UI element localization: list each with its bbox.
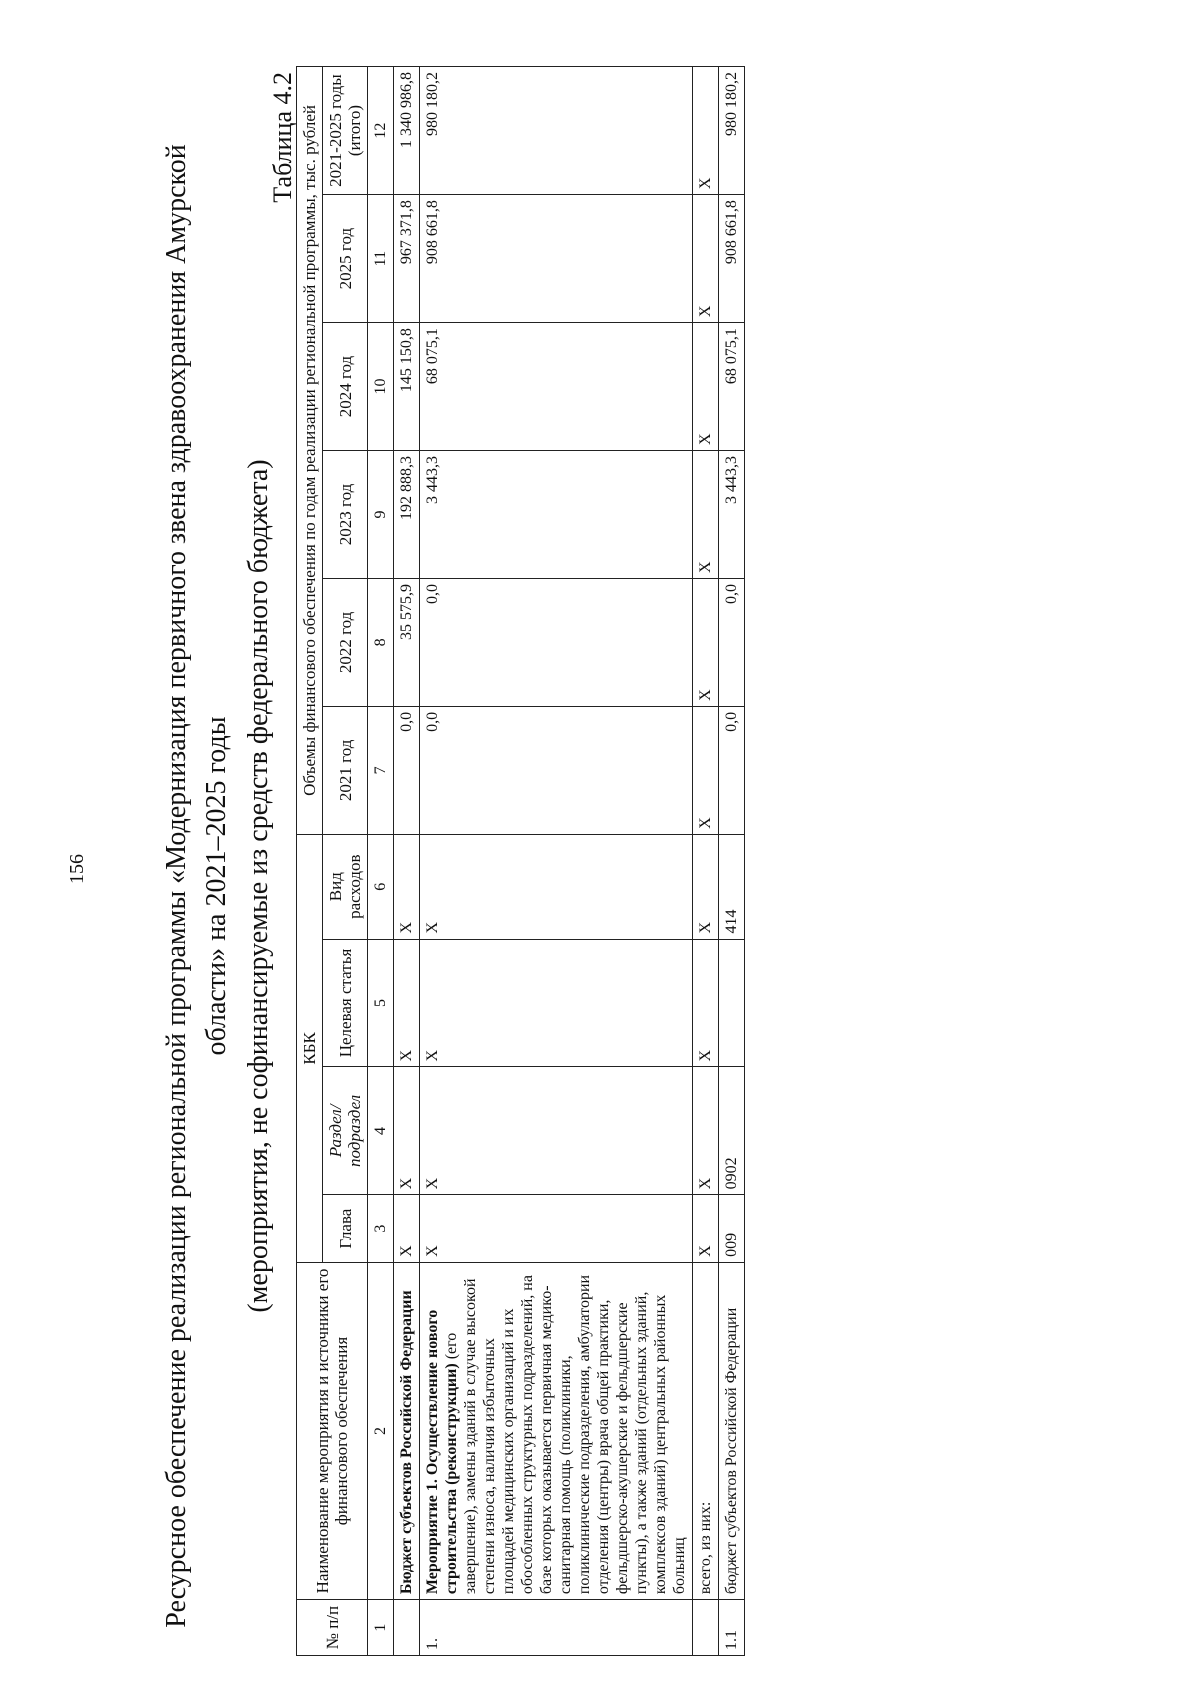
kbk-vid: Х	[394, 834, 420, 939]
table-label: Таблица 4.2	[268, 72, 297, 203]
header-razdel: Раздел/ подраздел	[323, 1067, 368, 1195]
value-total: 980 180,2	[719, 67, 745, 195]
table-row	[693, 67, 719, 1656]
row-name	[693, 1262, 719, 1599]
header-celevaya: Целевая статья	[323, 939, 368, 1067]
resource-table	[296, 66, 745, 1656]
column-number: 8	[368, 578, 394, 706]
kbk-razdel: 0902	[719, 1067, 745, 1195]
header-2025: 2025 год	[323, 195, 368, 323]
row-number	[693, 1600, 719, 1656]
value-y2022: 0,0	[719, 578, 745, 706]
row-name-bold: Бюджет субъектов Российской Федерации	[398, 1290, 415, 1595]
kbk-glava: Х	[693, 1195, 719, 1262]
header-name: Наименование мероприятия и источники его финансового обеспечения	[297, 1262, 368, 1599]
page-number: 156	[66, 854, 88, 884]
value-total: 980 180,2	[420, 67, 693, 195]
header-2021: 2021 год	[323, 706, 368, 834]
value-y2024: 68 075,1	[420, 323, 693, 451]
row-name	[719, 1262, 745, 1599]
column-number: 6	[368, 834, 394, 939]
kbk-celevaya	[719, 939, 745, 1067]
row-name-text: (его завершение), замены зданий в случае высокой степени износа, наличия избыточных площадей медицинских организаций и их обособленных структурных подразделений, на базе которых оказывается первичная медико-санитарная помощь (поликлиники, поликлинические подразделения, амбулатории отделения (центры) врача общей практики, фельдшерско-акушерские и фельдшерские пункты), а также зданий (отдельных зданий, комплексов зданий) центральных районных больниц	[443, 1274, 688, 1595]
kbk-razdel: Х	[394, 1067, 420, 1195]
value-y2025: 908 661,8	[420, 195, 693, 323]
value-y2021: 0,0	[719, 706, 745, 834]
column-number: 10	[368, 323, 394, 451]
title-line-1: Ресурсное обеспечение реализации региональной программы «Модернизация первичного звена здравоохранения Амурской	[161, 144, 192, 1628]
kbk-razdel: Х	[693, 1067, 719, 1195]
column-number: 11	[368, 195, 394, 323]
row-name	[394, 1262, 420, 1599]
value-y2024: Х	[693, 323, 719, 451]
value-y2022: 0,0	[420, 578, 693, 706]
header-2023: 2023 год	[323, 451, 368, 579]
kbk-vid: Х	[420, 834, 693, 939]
title-line-2: области» на 2021–2025 годы	[201, 716, 232, 1056]
column-number: 1	[368, 1600, 394, 1656]
table-row	[719, 67, 745, 1656]
value-y2022: 35 575,9	[394, 578, 420, 706]
header-glava: Глава	[323, 1195, 368, 1262]
header-2022: 2022 год	[323, 578, 368, 706]
row-number: 1.	[420, 1600, 693, 1656]
value-y2023: 192 888,3	[394, 451, 420, 579]
title-line-3: (мероприятия, не софинансируемые из средств федерального бюджета)	[243, 459, 274, 1313]
header-total: 2021-2025 годы (итого)	[323, 67, 368, 195]
kbk-glava: 009	[719, 1195, 745, 1262]
value-y2021: 0,0	[394, 706, 420, 834]
value-total: Х	[693, 67, 719, 195]
row-number: 1.1	[719, 1600, 745, 1656]
kbk-celevaya: Х	[394, 939, 420, 1067]
column-number: 12	[368, 67, 394, 195]
column-number: 5	[368, 939, 394, 1067]
value-y2025: 908 661,8	[719, 195, 745, 323]
header-num: № п/п	[297, 1600, 368, 1656]
value-y2021: Х	[693, 706, 719, 834]
kbk-celevaya: Х	[693, 939, 719, 1067]
table-row	[420, 67, 693, 1656]
header-kbk: КБК	[297, 834, 323, 1262]
value-total: 1 340 986,8	[394, 67, 420, 195]
row-name	[420, 1262, 693, 1599]
value-y2023: Х	[693, 451, 719, 579]
row-name-bold: Мероприятие 1. Осуществление нового строительства (реконструкции)	[424, 1309, 460, 1595]
value-y2023: 3 443,3	[719, 451, 745, 579]
row-number	[394, 1600, 420, 1656]
value-y2024: 145 150,8	[394, 323, 420, 451]
kbk-celevaya: Х	[420, 939, 693, 1067]
kbk-glava: Х	[394, 1195, 420, 1262]
column-number: 4	[368, 1067, 394, 1195]
value-y2022: Х	[693, 578, 719, 706]
rotated-page	[0, 36, 1200, 1696]
column-number: 3	[368, 1195, 394, 1262]
value-y2023: 3 443,3	[420, 451, 693, 579]
row-name-text: всего, из них:	[697, 1501, 714, 1595]
header-volumes: Объемы финансового обеспечения по годам реализации региональной программы, тыс. рублей	[297, 67, 323, 835]
column-number: 7	[368, 706, 394, 834]
header-2024: 2024 год	[323, 323, 368, 451]
value-y2024: 68 075,1	[719, 323, 745, 451]
value-y2021: 0,0	[420, 706, 693, 834]
kbk-vid: Х	[693, 834, 719, 939]
column-number: 2	[368, 1262, 394, 1599]
header-vid: Вид расходов	[323, 834, 368, 939]
row-name-text: бюджет субъектов Российской Федерации	[723, 1307, 740, 1595]
kbk-vid: 414	[719, 834, 745, 939]
value-y2025: Х	[693, 195, 719, 323]
table-row	[394, 67, 420, 1656]
value-y2025: 967 371,8	[394, 195, 420, 323]
kbk-glava: Х	[420, 1195, 693, 1262]
kbk-razdel: Х	[420, 1067, 693, 1195]
column-number: 9	[368, 451, 394, 579]
